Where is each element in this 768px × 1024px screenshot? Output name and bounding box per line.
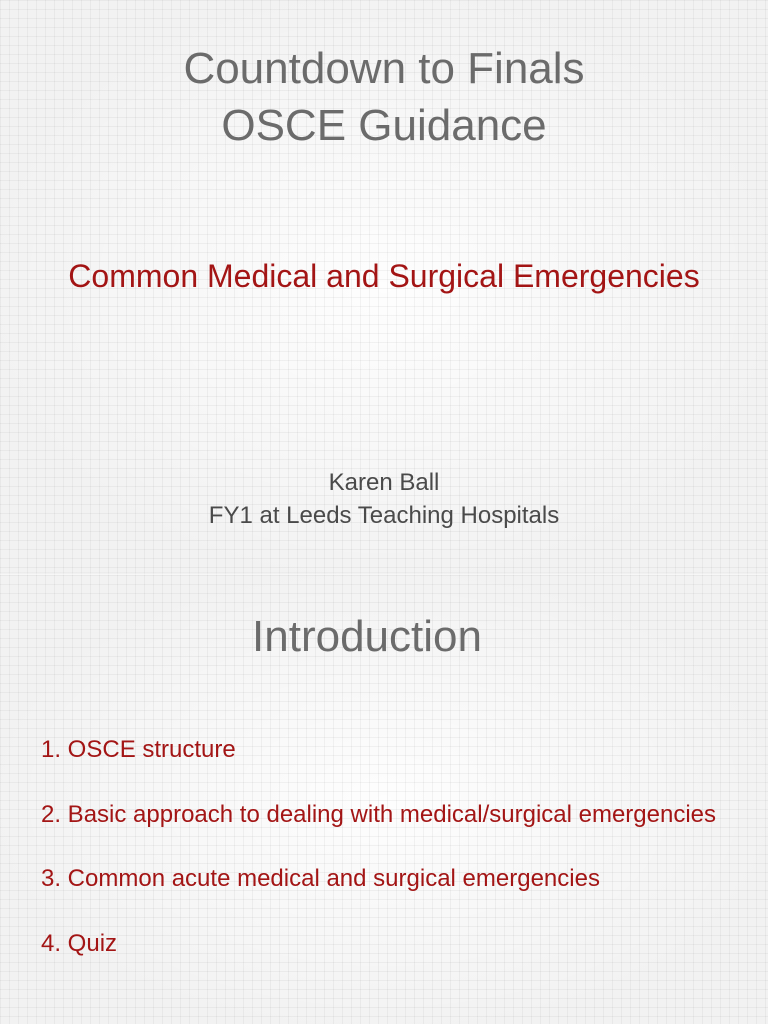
agenda-item-1: 1. OSCE structure [41, 736, 236, 763]
title-line-2: OSCE Guidance [221, 101, 547, 150]
slide-title [0, 40, 768, 154]
agenda-item-4: 4. Quiz [41, 930, 118, 957]
author-name: Karen Ball [328, 469, 440, 496]
author-block [0, 466, 768, 532]
agenda-item-3: 3. Common acute medical and surgical emergencies [41, 865, 600, 892]
slide-subtitle: Common Medical and Surgical Emergencies [68, 258, 700, 294]
introduction-title: Introduction [252, 612, 482, 661]
agenda-list [41, 733, 731, 992]
author-role: FY1 at Leeds Teaching Hospitals [208, 502, 560, 529]
agenda-item-2: 2. Basic approach to dealing with medical/surgical emergencies [41, 801, 717, 828]
title-line-1: Countdown to Finals [183, 44, 585, 93]
